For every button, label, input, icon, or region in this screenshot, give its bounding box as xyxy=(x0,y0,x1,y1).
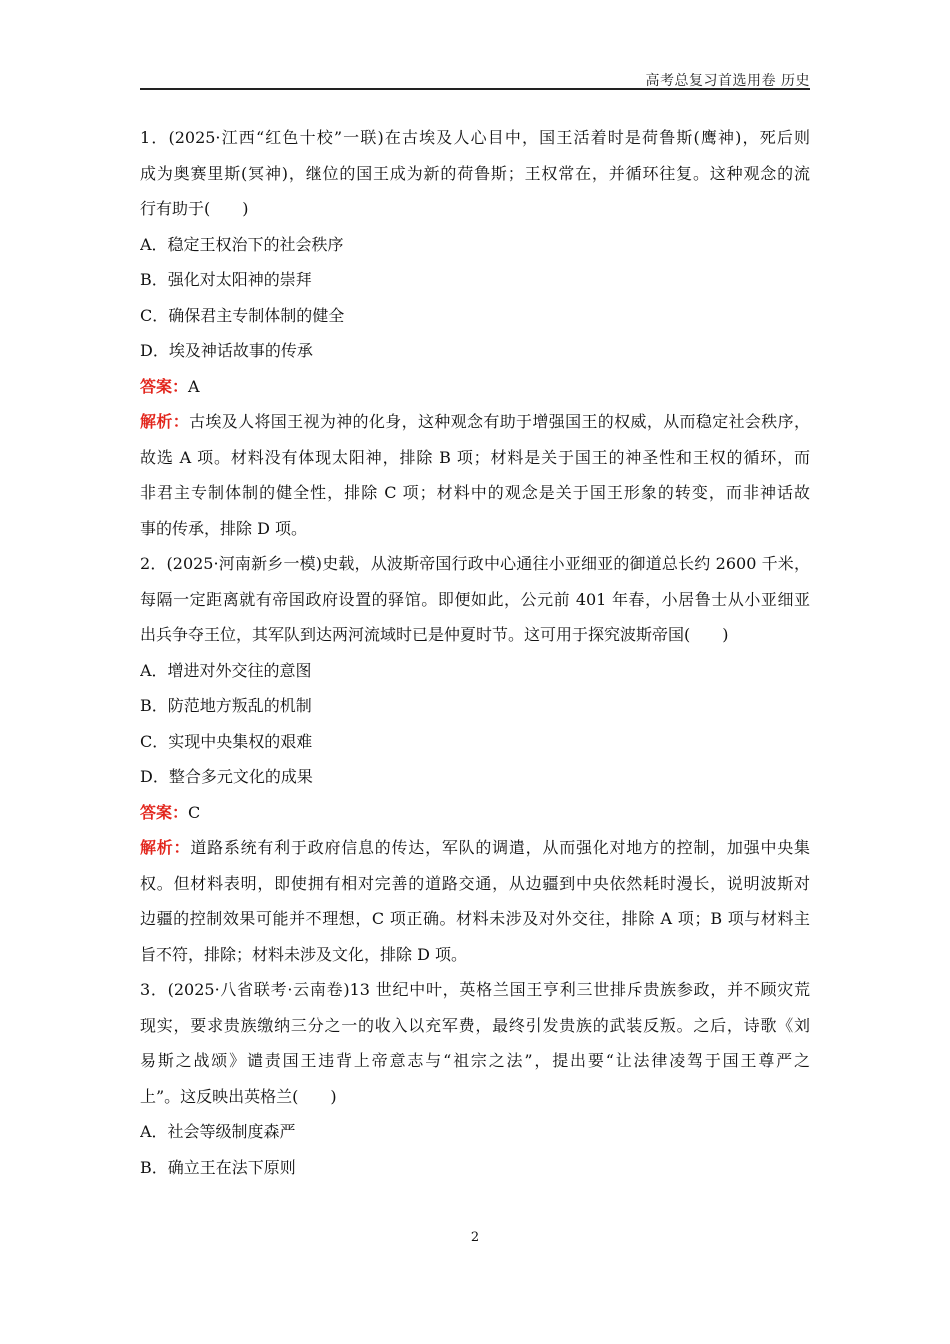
answer-label: 答案： xyxy=(140,802,189,822)
question-stem-line: 易斯之战颂》谴责国王违背上帝意志与“祖宗之法”，提出要“让法律凌驾于国王尊严之 xyxy=(140,1051,810,1070)
analysis-line: 事的传承，排除 D 项。 xyxy=(140,518,308,538)
option-a: A．稳定王权治下的社会秩序 xyxy=(140,234,344,254)
question-stem-line: 成为奥赛里斯(冥神)，继位的国王成为新的荷鲁斯；王权常在，并循环往复。这种观念的流 xyxy=(140,163,810,183)
question-stem-line: 3．(2025·八省联考·云南卷)13 世纪中叶，英格兰国王亨利三世排斥贵族参政，并不顾灾荒 xyxy=(140,980,810,999)
option-b: B．确立王在法下原则 xyxy=(140,1157,296,1177)
option-c: C．确保君主专制体制的健全 xyxy=(140,305,345,325)
header-title: 高考总复习首选用卷 历史 xyxy=(645,73,810,89)
analysis-text: 古埃及人将国王视为神的化身，这种观念有助于增强国王的权威，从而稳定社会秩序， xyxy=(189,412,810,431)
option-b: B．防范地方叛乱的机制 xyxy=(140,696,312,715)
question-stem-line: 上”。这反映出英格兰( ) xyxy=(140,1086,337,1106)
answer-line xyxy=(140,795,810,831)
question-stem-line: 每隔一定距离就有帝国政府设置的驿馆。即便如此，公元前 401 年春，小居鲁士从小亚细亚 xyxy=(140,589,810,609)
analysis-line: 故选 A 项。材料没有体现太阳神，排除 B 项；材料是关于国王的神圣性和王权的循环，而 xyxy=(140,447,810,467)
header-divider xyxy=(140,88,810,90)
document-body xyxy=(140,120,810,1185)
analysis-line: 旨不符，排除；材料未涉及文化，排除 D 项。 xyxy=(140,944,468,964)
answer-line xyxy=(140,369,810,405)
question-2 xyxy=(140,546,810,972)
answer-value: C xyxy=(188,802,201,822)
analysis-line: 非君主专制体制的健全性，排除 C 项；材料中的观念是关于国王形象的转变，而非神话故 xyxy=(140,483,810,502)
analysis-label: 解析： xyxy=(140,838,191,857)
analysis-label: 解析： xyxy=(140,412,190,431)
option-a: A．增进对外交往的意图 xyxy=(140,660,312,680)
analysis-line xyxy=(140,830,810,866)
question-stem-line: 行有助于( ) xyxy=(140,199,249,218)
option-a: A．社会等级制度森严 xyxy=(140,1122,296,1141)
answer-value: A xyxy=(188,376,200,396)
question-stem-line: 现实，要求贵族缴纳三分之一的收入以充军费，最终引发贵族的武装反叛。之后，诗歌《刘 xyxy=(140,1015,810,1035)
page-number: 2 xyxy=(470,1230,480,1245)
option-d: D．整合多元文化的成果 xyxy=(140,767,313,786)
option-c: C．实现中央集权的艰难 xyxy=(140,731,313,751)
answer-label: 答案： xyxy=(140,376,189,396)
analysis-line: 权。但材料表明，即使拥有相对完善的道路交通，从边疆到中央依然耗时漫长，说明波斯对 xyxy=(140,873,810,893)
question-stem-line: 1．(2025·江西“红色十校”一联)在古埃及人心目中，国王活着时是荷鲁斯(鹰神)，死后则 xyxy=(140,128,810,147)
question-3 xyxy=(140,972,810,1185)
option-b: B．强化对太阳神的崇拜 xyxy=(140,270,312,289)
analysis-line xyxy=(140,404,810,440)
analysis-line: 边疆的控制效果可能并不理想，C 项正确。材料未涉及对外交往，排除 A 项；B 项与材料主 xyxy=(140,909,810,928)
option-d: D．埃及神话故事的传承 xyxy=(140,341,313,360)
question-stem-line: 出兵争夺王位，其军队到达两河流域时已是仲夏时节。这可用于探究波斯帝国( ) xyxy=(140,625,729,644)
question-1 xyxy=(140,120,810,546)
question-stem-line: 2．(2025·河南新乡一模)史载，从波斯帝国行政中心通往小亚细亚的御道总长约 2600 千米， xyxy=(140,554,810,573)
analysis-text: 道路系统有利于政府信息的传达，军队的调遣，从而强化对地方的控制，加强中央集 xyxy=(190,838,810,857)
